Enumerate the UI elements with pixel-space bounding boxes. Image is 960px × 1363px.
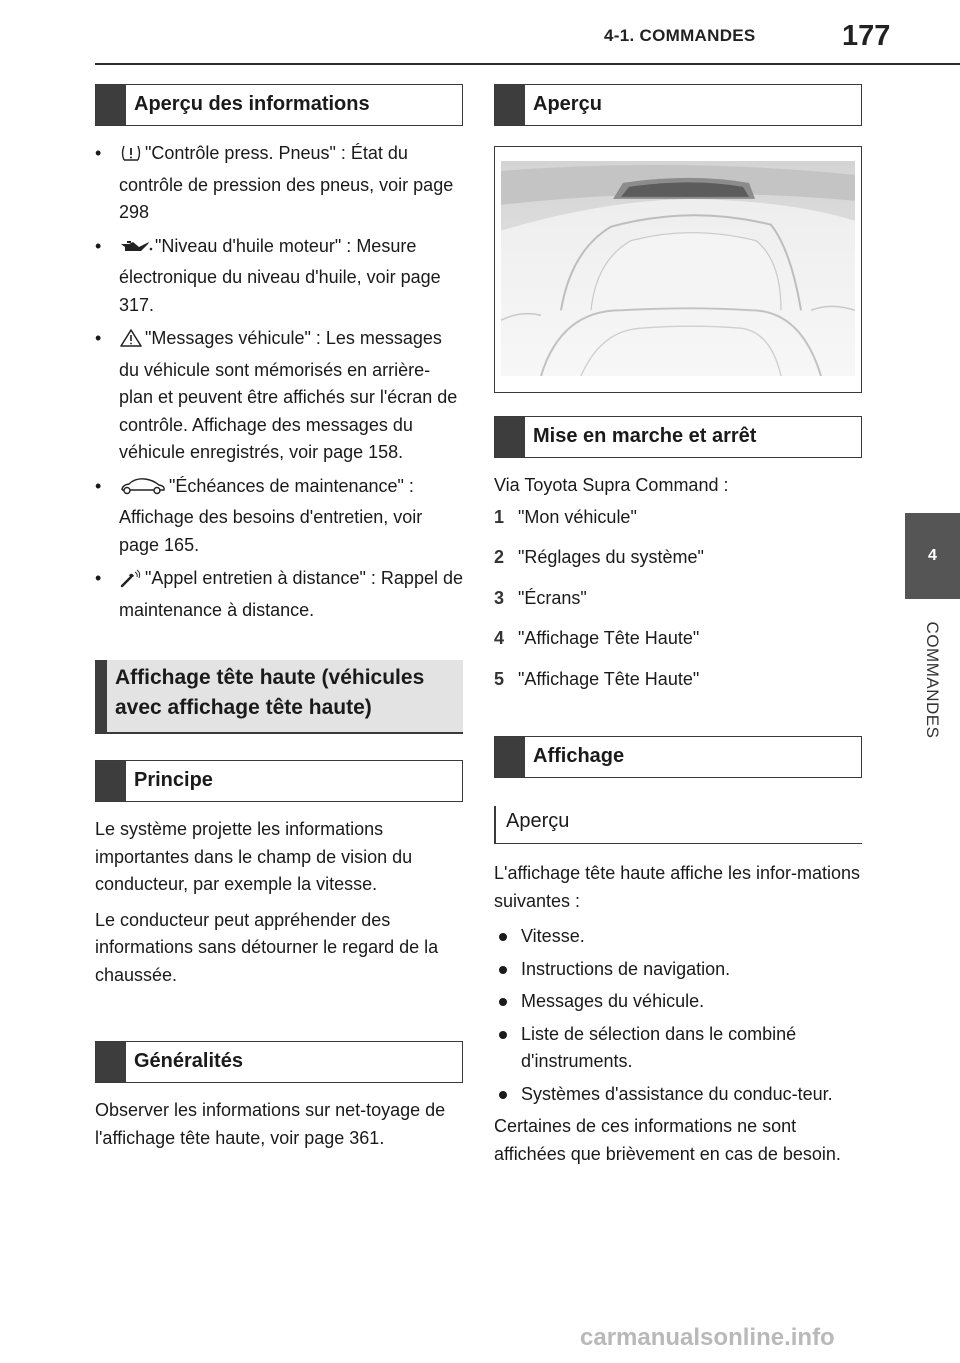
head-up-display-dashboard-icon <box>501 161 855 376</box>
step-item: 3 "Écrans" <box>494 587 587 608</box>
list-item: Liste de sélection dans le combiné d'instruments. <box>494 1021 862 1076</box>
heading-marker <box>95 660 107 732</box>
steps-list <box>494 504 862 694</box>
left-column <box>95 84 463 1160</box>
watermark: carmanualsonline.info <box>580 1324 835 1351</box>
section-title: 4-1. COMMANDES <box>604 26 756 45</box>
page-number: 177 <box>842 20 891 52</box>
heading-marker <box>495 85 525 125</box>
overview-info-heading: Aperçu des informations <box>95 84 463 126</box>
right-column <box>494 84 862 1176</box>
principle-heading: Principe <box>95 760 463 802</box>
paragraph: Via Toyota Supra Command : <box>494 475 729 495</box>
list-item: Instructions de navigation. <box>494 956 862 984</box>
overview-heading: Aperçu <box>494 84 862 126</box>
list-item: • "Contrôle press. Pneus" : État du contrôle de pression des pneus, voir page 298 <box>95 143 454 222</box>
heading-marker <box>96 85 126 125</box>
chapter-label: COMMANDES <box>923 621 942 739</box>
hud-section-heading: Affichage tête haute (véhicules avec affichage tête haute) <box>95 660 463 734</box>
chapter-tab[interactable] <box>905 513 960 599</box>
display-items-list <box>494 923 862 1108</box>
heading-marker <box>96 761 126 801</box>
onoff-heading: Mise en marche et arrêt <box>494 416 862 458</box>
car-outline-icon <box>119 476 167 505</box>
tire-pressure-icon <box>119 143 143 172</box>
display-subheading: Aperçu <box>494 806 862 844</box>
list-item: • "Niveau d'huile moteur" : Mesure électronique du niveau d'huile, voir page 317. <box>95 235 441 315</box>
warning-triangle-icon <box>119 328 143 357</box>
list-item: Vitesse. <box>494 923 862 951</box>
step-item: 1 "Mon véhicule" <box>494 506 637 527</box>
header-divider <box>95 63 960 65</box>
paragraph: Le système projette les informations importantes dans le champ de vision du conducteur, par exemple la vitesse. <box>95 819 413 894</box>
list-item: Systèmes d'assistance du conduc-teur. <box>494 1081 862 1109</box>
hud-illustration <box>494 146 862 393</box>
list-item: Messages du véhicule. <box>494 988 862 1016</box>
step-item: 4 "Affichage Tête Haute" <box>494 628 700 648</box>
general-heading: Généralités <box>95 1041 463 1083</box>
paragraph: Le conducteur peut appréhender des informations sans détourner le regard de la chaussée. <box>95 909 439 985</box>
step-item: 5 "Affichage Tête Haute" <box>494 668 700 689</box>
paragraph: L'affichage tête haute affiche les infor-mations suivantes : <box>494 863 861 911</box>
heading-marker <box>495 417 525 457</box>
info-list <box>95 140 463 624</box>
heading-marker <box>96 1042 126 1082</box>
chapter-number: 4 <box>928 547 937 564</box>
list-item: • "Échéances de maintenance" : Affichage des besoins d'entretien, voir page 165. <box>95 475 423 555</box>
oil-can-icon <box>119 237 153 265</box>
wrench-signal-icon <box>119 568 143 597</box>
paragraph: Observer les informations sur net-toyage de l'affichage tête haute, voir page 361. <box>95 1100 446 1148</box>
paragraph: Certaines de ces informations ne sont affichées que brièvement en cas de besoin. <box>494 1116 841 1164</box>
display-heading: Affichage <box>494 736 862 778</box>
list-item: • "Messages véhicule" : Les messages du véhicule sont mémorisés en arrière-plan et peuvent être affichés sur l'écran de contrôle. Affichage des messages du véhicule enregistrés, voir page 158. <box>95 328 458 462</box>
step-item: 2 "Réglages du système" <box>494 547 704 567</box>
heading-marker <box>495 737 525 777</box>
list-item: • "Appel entretien à distance" : Rappel de maintenance à distance. <box>95 568 463 620</box>
